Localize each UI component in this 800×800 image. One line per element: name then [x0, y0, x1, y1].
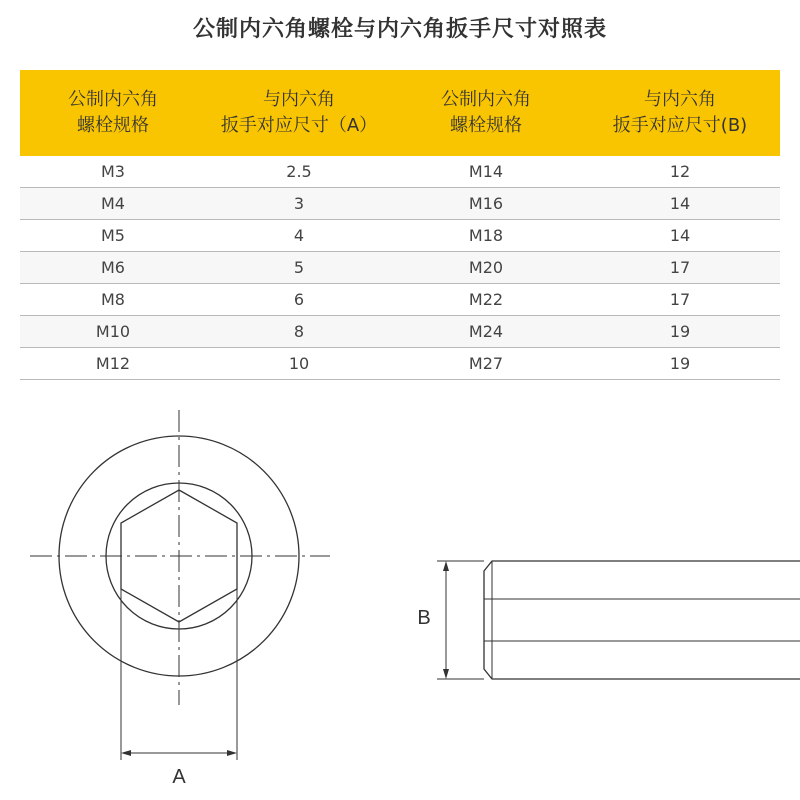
dimension-a-arrow-right — [227, 750, 237, 756]
table-cell: M24 — [392, 316, 580, 348]
table-row — [20, 220, 780, 252]
header-line: 扳手对应尺寸(B) — [612, 115, 748, 136]
table-cell: M3 — [20, 156, 206, 188]
table-cell: M22 — [392, 284, 580, 316]
table-row — [20, 284, 780, 316]
header-wrench-size-a — [206, 70, 392, 156]
header-line: 与内六角 — [644, 89, 716, 110]
table-cell: 8 — [206, 316, 392, 348]
table-row — [20, 252, 780, 284]
header-line: 扳手对应尺寸（A） — [220, 115, 378, 136]
table-cell: 3 — [206, 188, 392, 220]
table-cell: M10 — [20, 316, 206, 348]
table-cell: M5 — [20, 220, 206, 252]
table-cell: 17 — [580, 284, 780, 316]
side-view-outline — [484, 561, 800, 679]
table-row — [20, 316, 780, 348]
header-bolt-spec-a — [20, 70, 206, 156]
table-cell: 17 — [580, 252, 780, 284]
table-cell: M16 — [392, 188, 580, 220]
table-cell: 2.5 — [206, 156, 392, 188]
table-row — [20, 348, 780, 380]
bolt-drawing — [0, 395, 800, 800]
table-cell: 19 — [580, 316, 780, 348]
table-cell: 19 — [580, 348, 780, 380]
header-bolt-spec-b — [392, 70, 580, 156]
table-cell: 4 — [206, 220, 392, 252]
dimension-a-arrow-left — [121, 750, 131, 756]
table-cell: M4 — [20, 188, 206, 220]
table-cell: M12 — [20, 348, 206, 380]
table-cell: 6 — [206, 284, 392, 316]
table-cell: 5 — [206, 252, 392, 284]
page-title: 公制内六角螺栓与内六角扳手尺寸对照表 — [192, 17, 607, 42]
header-line: 与内六角 — [263, 89, 335, 110]
header-line: 公制内六角 — [68, 89, 158, 110]
table-cell: M20 — [392, 252, 580, 284]
table-row — [20, 188, 780, 220]
table-cell: M6 — [20, 252, 206, 284]
dimension-b-arrow-top — [443, 561, 449, 571]
table-header-row — [20, 70, 780, 156]
table-cell: 12 — [580, 156, 780, 188]
dimension-b-arrow-bottom — [443, 669, 449, 679]
header-line: 螺栓规格 — [450, 115, 522, 136]
table-cell: M8 — [20, 284, 206, 316]
table-cell: M14 — [392, 156, 580, 188]
size-comparison-table — [20, 70, 780, 380]
table-cell: 14 — [580, 188, 780, 220]
table-cell: M18 — [392, 220, 580, 252]
header-wrench-size-b — [580, 70, 780, 156]
table-cell: M27 — [392, 348, 580, 380]
header-line: 公制内六角 — [441, 89, 531, 110]
table-cell: 10 — [206, 348, 392, 380]
dimension-b-label: B — [417, 607, 431, 629]
header-line: 螺栓规格 — [77, 115, 149, 136]
dimension-a-label: A — [172, 766, 186, 788]
table-row — [20, 156, 780, 188]
table-cell: 14 — [580, 220, 780, 252]
